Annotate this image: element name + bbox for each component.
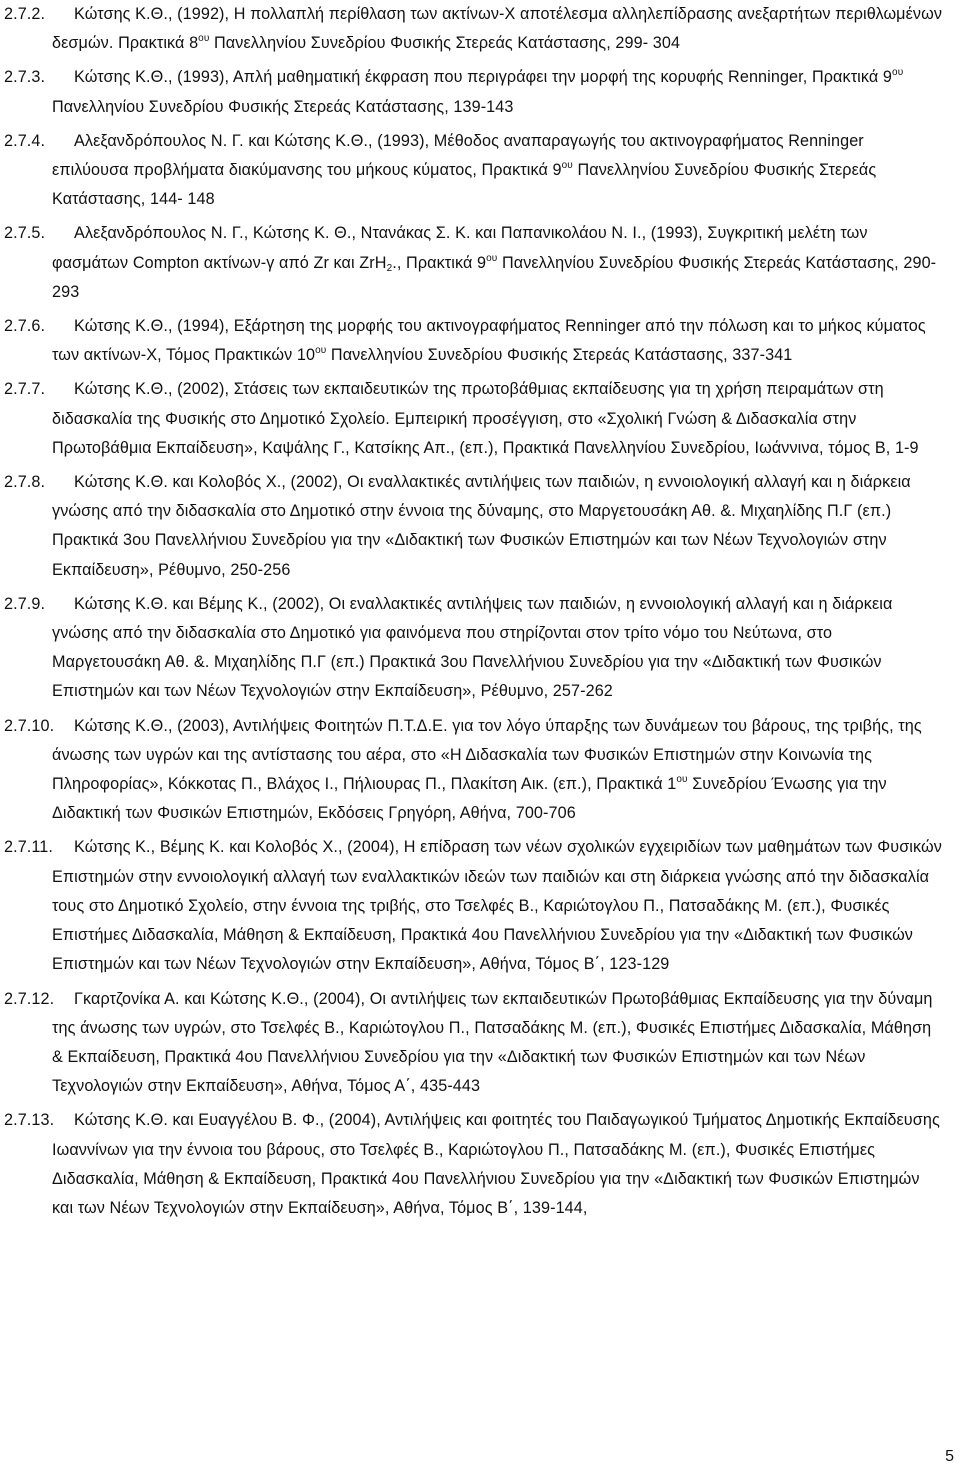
superscript: ου <box>892 67 904 79</box>
reference-item <box>4 985 944 1102</box>
subscript: 2 <box>386 262 393 274</box>
reference-text-run: Συνεδρίου Ένωσης για την Διδακτική των Φυσικών Επιστημών, Εκδόσεις Γρηγόρη, Αθήνα, 700-706 <box>52 775 887 823</box>
reference-text <box>52 0 944 58</box>
reference-number: 2.7.6. <box>4 317 46 336</box>
reference-text-run: Κώτσης Κ.Θ. και Κολοβός Χ., (2002), Οι εναλλακτικές αντιλήψεις των παιδιών, η εννοιολογική αλλαγή και η διάρκεια γνώσης από την διδασκαλία στο Δημοτικό στην έννοια της δύναμης, στο Μαργετουσάκη Αθ. &. Μιχαηλίδης Π.Γ (επ.) Πρακτικά 3ου Πανελλήνιου Συνεδρίου για την «Διδακτική των Φυσικών Επιστημών και των Νέων Τεχνολογιών στην Εκπαίδευση», Ρέθυμνο, 250-256 <box>52 473 911 579</box>
superscript: ου <box>561 160 573 172</box>
reference-number: 2.7.5. <box>4 224 46 243</box>
reference-number: 2.7.2. <box>4 5 46 23</box>
reference-item <box>4 712 944 829</box>
superscript: ου <box>486 252 498 264</box>
reference-list <box>4 0 944 1228</box>
superscript: ου <box>315 345 327 357</box>
reference-text <box>52 219 944 307</box>
reference-text <box>52 468 944 585</box>
reference-number: 2.7.13. <box>4 1111 55 1130</box>
reference-item <box>4 219 944 307</box>
reference-text-run: Πανελληνίου Συνεδρίου Φυσικής Στερεάς Κατάστασης, 290-293 <box>52 253 937 301</box>
reference-text <box>52 590 944 707</box>
reference-text <box>52 312 944 370</box>
reference-item <box>4 468 944 585</box>
reference-item <box>4 312 944 370</box>
reference-text <box>52 63 944 121</box>
reference-number: 2.7.7. <box>4 380 46 399</box>
reference-item <box>4 375 944 463</box>
reference-text <box>52 985 944 1102</box>
reference-text-run: Κώτσης Κ.Θ., (2002), Στάσεις των εκπαιδευτικών της πρωτοβάθμιας εκπαίδευσης για τη χρήση πειραμάτων στη διδασκαλία της Φυσικής στο Δημοτικό Σχολείο. Εμπειρική προσέγγιση, στο «Σχολική Γνώση & Διδασκαλία στην Πρωτοβάθμια Εκπαίδευση», Καψάλης Γ., Κατσίκης Απ., (επ.), Πρακτικά Πανελληνίου Συνεδρίου, Ιωάννινα, τόμος Β, 1-9 <box>52 380 919 457</box>
page-number: 5 <box>945 1448 954 1465</box>
reference-text-run: Αλεξανδρόπουλος Ν. Γ., Κώτσης Κ. Θ., Ντανάκας Σ. Κ. και Παπανικολάου Ν. Ι., (1993), Συγκριτική μελέτη των φασμάτων Compton ακτίνων-γ από Zr και ZrH <box>52 224 868 272</box>
reference-text-run: Κώτσης Κ.Θ. και Βέμης Κ., (2002), Οι εναλλακτικές αντιλήψεις των παιδιών, η εννοιολογική αλλαγή και η διάρκεια γνώσης από την διδασκαλία στο Δημοτικό για φαινόμενα που στηρίζονται στον τρίτο νόμο του Νεύτωνα, στο Μαργετουσάκη Αθ. &. Μιχαηλίδης Π.Γ (επ.) Πρακτικά 3ου Πανελλήνιου Συνεδρίου για την «Διδακτική των Φυσικών Επιστημών και των Νέων Τεχνολογιών στην Εκπαίδευση», Ρέθυμνο, 257-262 <box>52 594 893 701</box>
superscript: ου <box>198 33 210 45</box>
reference-text-run: Πανελληνίου Συνεδρίου Φυσικής Στερεάς Κατάστασης, 144- 148 <box>52 161 877 209</box>
reference-text <box>52 712 944 829</box>
reference-text-run: Πανελληνίου Συνεδρίου Φυσικής Στερεάς Κατάστασης, 299- 304 <box>209 34 681 53</box>
reference-text-run: Γκαρτζονίκα Α. και Κώτσης Κ.Θ., (2004), Οι αντιλήψεις των εκπαιδευτικών Πρωτοβάθμιας Εκπαίδευσης για την δύναμη της άνωσης των υγρών, στο Τσελφές Β., Καριώτογλου Π., Πατσαδάκης Μ. (επ.), Φυσικές Επιστήμες Διδασκαλία, Μάθηση & Εκπαίδευση, Πρακτικά 4ου Πανελλήνιου Συνεδρίου για την «Διδακτική των Φυσικών Επιστημών και των Νέων Τεχνολογιών στην Εκπαίδευση», Αθήνα, Τόμος Α΄, 435-443 <box>52 989 933 1096</box>
reference-text-run: Κώτσης Κ.Θ., (1993), Απλή μαθηματική έκφραση που περιγράφει την μορφή της κορυφής Renninger, Πρακτικά 9 <box>74 68 893 87</box>
reference-item <box>4 1106 944 1223</box>
reference-text-run: Κώτσης Κ.Θ., (1994), Εξάρτηση της μορφής του ακτινογραφήματος Renninger από την πόλωση και το μήκος κύματος των ακτίνων-Χ, Τόμος Πρακτικών 10 <box>52 317 926 365</box>
reference-number: 2.7.8. <box>4 473 46 492</box>
reference-text-run: Κώτσης Κ.Θ., (1992), Η πολλαπλή περίθλαση των ακτίνων-Χ αποτέλεσμα αλληλεπίδρασης ανεξαρτήτων περιθλωμένων δεσμών. Πρακτικά 8 <box>52 5 943 53</box>
reference-text <box>52 375 944 463</box>
reference-number: 2.7.10. <box>4 716 55 735</box>
reference-text-run: ., Πρακτικά 9 <box>392 253 487 272</box>
reference-item <box>4 833 944 979</box>
reference-text <box>52 833 944 979</box>
reference-item <box>4 127 944 215</box>
reference-text-run: Πανελληνίου Συνεδρίου Φυσικής Στερεάς Κατάστασης, 337-341 <box>326 346 793 365</box>
reference-text-run: Κώτσης Κ., Βέμης Κ. και Κολοβός Χ., (2004), Η επίδραση των νέων σχολικών εγχειριδίων των μαθημάτων των Φυσικών Επιστημών στην εννοιολογική αλλαγή των εναλλακτικών ιδεών των παιδιών και στη διάρκεια γνώσης από την διδασκαλία τους στο Δημοτικό Σχολείο, στην έννοια της τριβής, στο Τσελφές Β., Καριώτογλου Π., Πατσαδάκης Μ. (επ.), Φυσικές Επιστήμες Διδασκαλία, Μάθηση & Εκπαίδευση, Πρακτικά 4ου Πανελλήνιου Συνεδρίου για την «Διδακτική των Φυσικών Επιστημών και των Νέων Τεχνολογιών στην Εκπαίδευση», Αθήνα, Τόμος Β΄, 123-129 <box>52 838 942 974</box>
reference-number: 2.7.11. <box>4 838 54 857</box>
superscript: ου <box>676 774 688 786</box>
reference-text <box>52 1106 944 1223</box>
reference-number: 2.7.12. <box>4 989 55 1008</box>
reference-text-run: Πανελληνίου Συνεδρίου Φυσικής Στερεάς Κατάστασης, 139-143 <box>52 97 514 116</box>
reference-text <box>52 127 944 215</box>
reference-number: 2.7.4. <box>4 131 46 150</box>
reference-text-run: Κώτσης Κ.Θ. και Ευαγγέλου Β. Φ., (2004), Αντιλήψεις και φοιτητές του Παιδαγωγικού Τμήματος Δημοτικής Εκπαίδευσης Ιωαννίνων για την έννοια του βάρους, στο Τσελφές Β., Καριώτογλου Π., Πατσαδάκης Μ. (επ.), Φυσικές Επιστήμες Διδασκαλία, Μάθηση & Εκπαίδευση, Πρακτικά 4ου Πανελλήνιου Συνεδρίου για την «Διδακτική των Φυσικών Επιστημών και των Νέων Τεχνολογιών στην Εκπαίδευση», Αθήνα, Τόμος Β΄, 139-144, <box>52 1111 940 1217</box>
reference-item <box>4 590 944 707</box>
reference-item <box>4 0 944 58</box>
reference-text-run: Αλεξανδρόπουλος Ν. Γ. και Κώτσης Κ.Θ., (1993), Μέθοδος αναπαραγωγής του ακτινογραφήματος Renninger επιλύουσα προβλήματα διακύμανσης του μήκους κύματος, Πρακτικά 9 <box>52 131 864 180</box>
reference-number: 2.7.3. <box>4 68 46 87</box>
reference-item <box>4 63 944 121</box>
reference-text-run: Κώτσης Κ.Θ., (2003), Αντιλήψεις Φοιτητών Π.Τ.Δ.Ε. για τον λόγο ύπαρξης των δυνάμεων του βάρους, της τριβής, της άνωσης των υγρών και της αντίστασης του αέρα, στο «Η Διδασκαλία των Φυσικών Επιστημών στην Κοινωνία της Πληροφορίας», Κόκκοτας Π., Βλάχος Ι., Πήλιουρας Π., Πλακίτση Αικ. (επ.), Πρακτικά 1 <box>52 716 922 794</box>
reference-number: 2.7.9. <box>4 594 46 613</box>
